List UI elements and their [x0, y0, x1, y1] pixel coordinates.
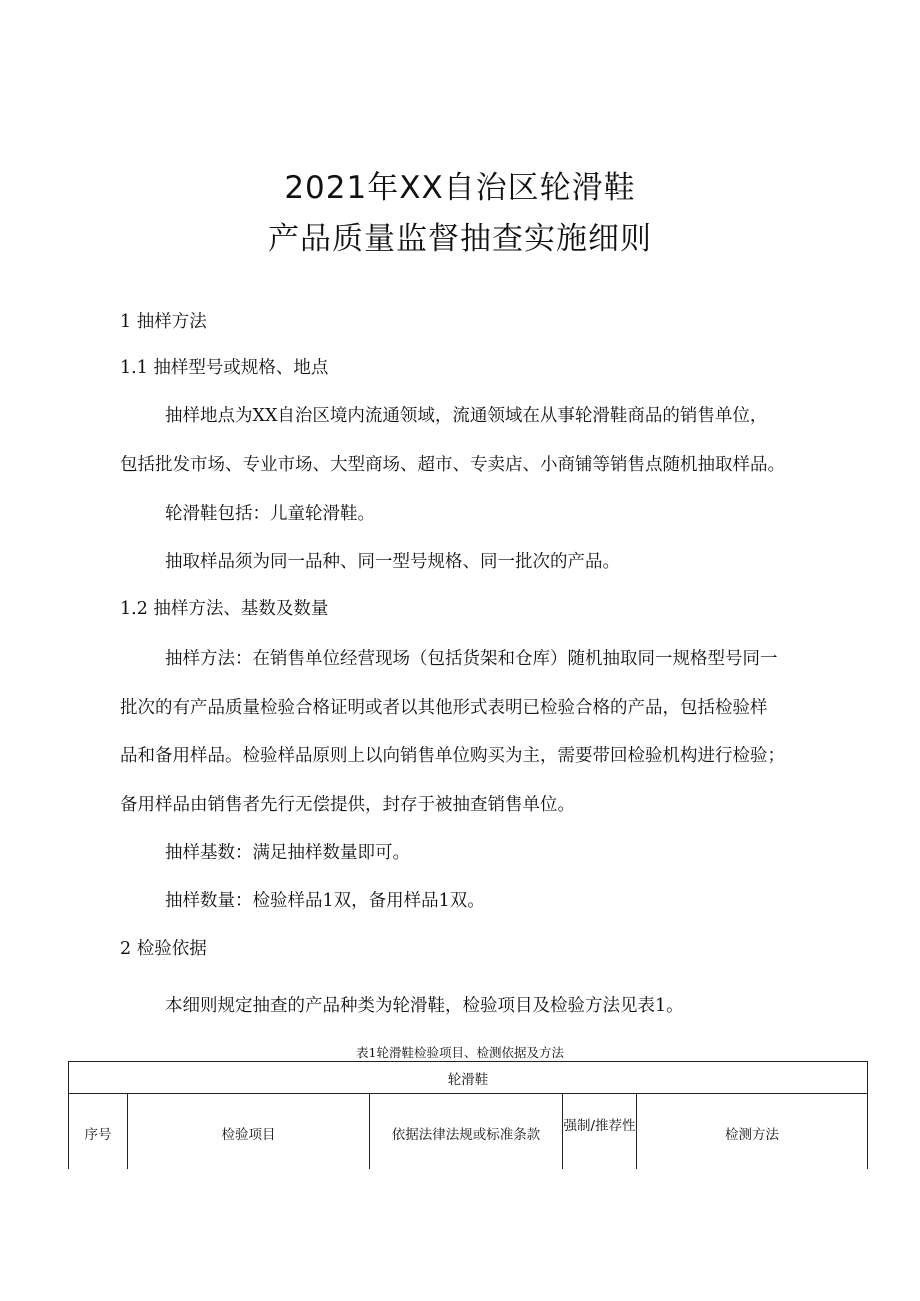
column-header-mandatory: 强制/推荐性	[562, 1094, 636, 1169]
inspection-table	[68, 1061, 868, 1169]
section-1-heading: 1 抽样方法	[120, 312, 207, 332]
section-1-1-paragraph-1-line-1: 抽样地点为XX自治区境内流通领域，流通领域在从事轮滑鞋商品的销售单位，	[165, 406, 768, 426]
table-caption: 表1轮滑鞋检验项目、检测依据及方法	[356, 1045, 564, 1060]
table-column-header-row	[68, 1093, 868, 1169]
section-2-paragraph-1: 本细则规定抽查的产品种类为轮滑鞋，检验项目及检验方法见表1。	[165, 996, 684, 1016]
column-header-method: 检测方法	[636, 1094, 867, 1169]
section-1-2-paragraph-1-line-4: 备用样品由销售者先行无偿提供，封存于被抽查销售单位。	[120, 795, 575, 815]
section-1-2-heading: 1.2 抽样方法、基数及数量	[120, 599, 329, 619]
section-1-1-paragraph-1-line-2: 包括批发市场、专业市场、大型商场、超市、专卖店、小商铺等销售点随机抽取样品。	[120, 455, 785, 475]
table-group-header-row	[68, 1061, 868, 1093]
column-header-item: 检验项目	[127, 1094, 369, 1169]
document-title-line-2: 产品质量监督抽查实施细则	[268, 221, 652, 257]
section-1-1-paragraph-3: 抽取样品须为同一品种、同一型号规格、同一批次的产品。	[165, 552, 620, 572]
column-header-basis: 依据法律法规或标准条款	[369, 1094, 562, 1169]
section-1-1-paragraph-2: 轮滑鞋包括：儿童轮滑鞋。	[165, 504, 375, 524]
section-1-2-paragraph-2: 抽样基数：满足抽样数量即可。	[165, 843, 410, 863]
section-1-2-paragraph-1-line-1: 抽样方法：在销售单位经营现场（包括货架和仓库）随机抽取同一规格型号同一	[165, 649, 778, 669]
column-header-no: 序号	[84, 1126, 112, 1143]
table-group-header: 轮滑鞋	[447, 1071, 489, 1088]
document-title-line-1: 2021年XX自治区轮滑鞋	[284, 170, 636, 206]
section-2-heading: 2 检验依据	[120, 939, 207, 959]
section-1-1-heading: 1.1 抽样型号或规格、地点	[120, 358, 329, 378]
section-1-2-paragraph-1-line-3: 品和备用样品。检验样品原则上以向销售单位购买为主，需要带回检验机构进行检验；	[120, 746, 785, 766]
section-1-2-paragraph-3: 抽样数量：检验样品1双，备用样品1双。	[165, 891, 485, 911]
section-1-2-paragraph-1-line-2: 批次的有产品质量检验合格证明或者以其他形式表明已检验合格的产品，包括检验样	[120, 698, 768, 718]
